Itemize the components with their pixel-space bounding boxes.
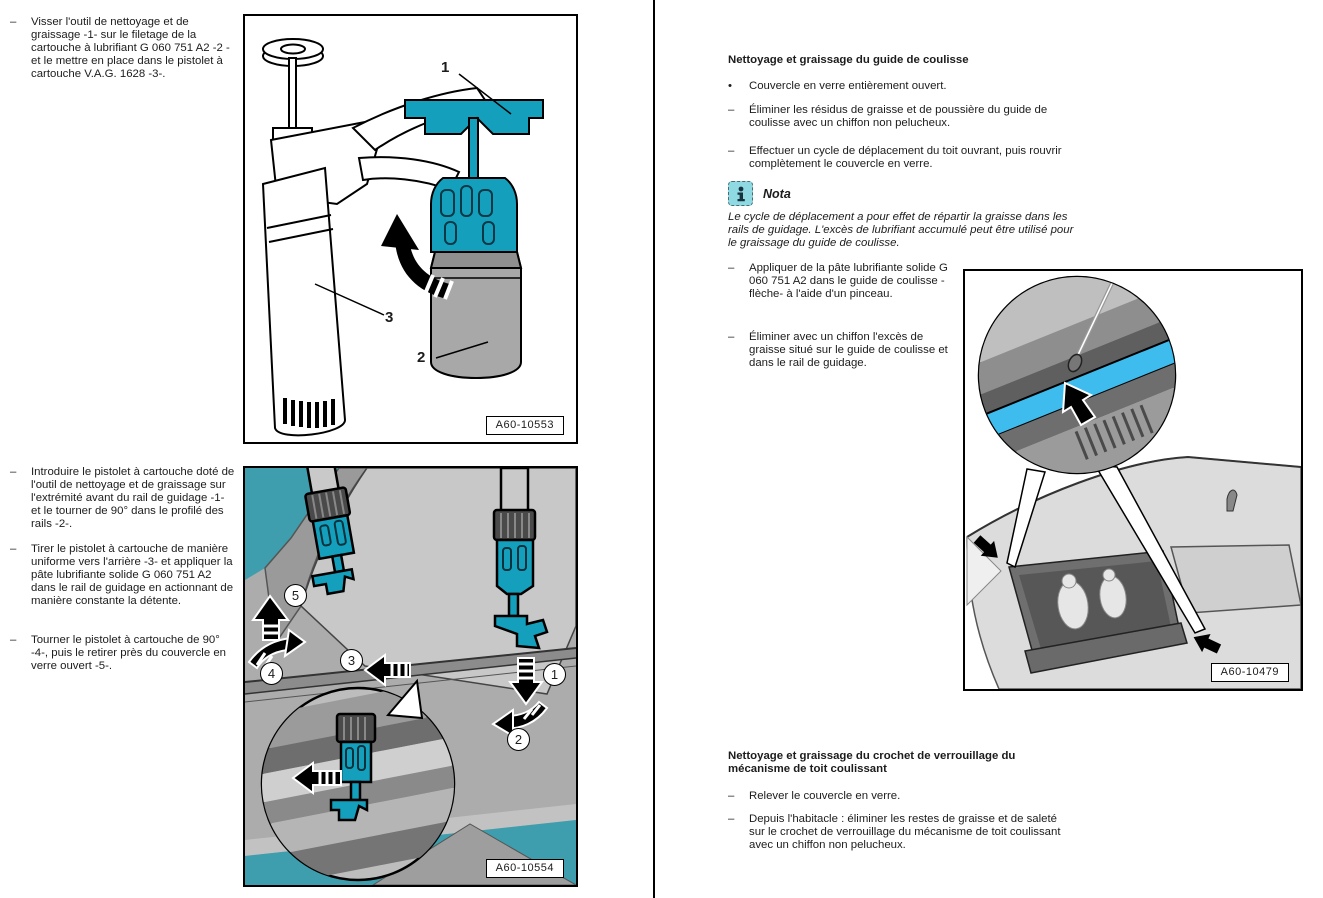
instruction-item <box>728 104 1068 130</box>
instruction-text: Éliminer avec un chiffon l'excès de graisse situé sur le guide de coulisse et dans le rail de guidage. <box>749 331 948 369</box>
condition-text: Couvercle en verre entièrement ouvert. <box>749 80 947 92</box>
instruction-item <box>728 813 1073 852</box>
circled-number-2: 2 <box>507 728 530 751</box>
circled-number-5: 5 <box>284 584 307 607</box>
circled-number-1: 1 <box>543 663 566 686</box>
figure-ref-label: A60-10479 <box>1211 663 1289 682</box>
figure-cartridge-gun <box>243 14 578 444</box>
instruction-text: Appliquer de la pâte lubrifiante solide G 060 751 A2 dans le guide de coulisse -flèche- à l'aide d'un pinceau. <box>749 262 948 300</box>
dash-marker: – <box>728 104 735 116</box>
instruction-text: Introduire le pistolet à cartouche doté de l'outil de nettoyage et de graissage sur l'extrémité avant du rail de guidage -1- et le tourner de 90° dans le profilé des rails -2-. <box>31 466 235 530</box>
instruction-text: Visser l'outil de nettoyage et de graissage -1- sur le filetage de la cartouche à lubrifiant G 060 751 A2 -2 - et le mettre en place dans le pistolet à cartouche V.A.G. 1628 -3-. <box>31 16 230 80</box>
figure-rail-greasing <box>243 466 578 887</box>
instruction-item <box>728 790 1068 803</box>
column-divider <box>653 0 655 898</box>
instruction-item <box>10 543 236 608</box>
dash-marker: – <box>10 543 17 555</box>
info-icon <box>728 181 753 206</box>
circled-number-3: 3 <box>340 649 363 672</box>
nota-heading: Nota <box>763 187 791 201</box>
cartridge-gun-illustration <box>245 16 576 442</box>
instruction-text: Tirer le pistolet à cartouche de manière uniforme vers l'arrière -3- et appliquer la pâte lubrifiante solide G 060 751 A2 dans le rail de guidage en actionnant de manière constante la détente. <box>31 543 234 607</box>
instruction-text: Tourner le pistolet à cartouche de 90° -4-, puis le retirer près du couvercle en verre ouvert -5-. <box>31 634 226 672</box>
dash-marker: – <box>728 145 735 157</box>
instruction-item <box>728 262 952 301</box>
callout-label-3: 3 <box>385 309 394 326</box>
instruction-text: Éliminer les résidus de graisse et de poussière du guide de coulisse avec un chiffon non pelucheux. <box>749 104 1048 129</box>
section-heading-crochet: Nettoyage et graissage du crochet de verrouillage du mécanisme de toit coulissant <box>728 750 1016 775</box>
condition-item <box>728 80 1068 93</box>
instruction-text: Effectuer un cycle de déplacement du toit ouvrant, puis rouvrir complètement le couvercle en verre. <box>749 145 1062 170</box>
dash-marker: – <box>728 331 735 343</box>
circled-number-4: 4 <box>260 662 283 685</box>
dash-marker: – <box>10 466 17 478</box>
dash-marker: – <box>728 813 735 825</box>
figure-ref-label: A60-10553 <box>486 416 564 435</box>
dash-marker: – <box>10 16 17 28</box>
instruction-item <box>728 145 1068 171</box>
callout-label-1: 1 <box>441 59 450 76</box>
nota-text: Le cycle de déplacement a pour effet de répartir la graisse dans les rails de guidage. L'excès de lubrifiant accumulé peut être utilisé pour le graissage du guide de coulisse. <box>728 211 1074 249</box>
roof-overview-illustration <box>965 271 1301 689</box>
instruction-item <box>10 16 236 81</box>
grease-cartridge-drawing <box>431 252 521 378</box>
dash-marker: – <box>10 634 17 646</box>
callout-label-2: 2 <box>417 349 426 366</box>
dash-marker: – <box>728 262 735 274</box>
instruction-item <box>10 634 236 673</box>
car-roof-drawing <box>967 457 1301 689</box>
instruction-text: Depuis l'habitacle : éliminer les restes de graisse et de saleté sur le crochet de verrouillage du mécanisme de toit coulissant avec un chiffon non pelucheux. <box>749 813 1061 851</box>
barrel-vents <box>285 398 333 428</box>
instruction-text: Relever le couvercle en verre. <box>749 790 901 802</box>
figure-roof-overview <box>963 269 1303 691</box>
rail-greasing-illustration <box>245 468 576 885</box>
dash-marker: – <box>728 790 735 802</box>
figure-ref-label: A60-10554 <box>486 859 564 878</box>
instruction-item <box>728 331 952 370</box>
bullet-marker: • <box>728 80 732 92</box>
section-heading-guide-coulisse: Nettoyage et graissage du guide de coulisse <box>728 54 969 66</box>
instruction-item <box>10 466 236 531</box>
